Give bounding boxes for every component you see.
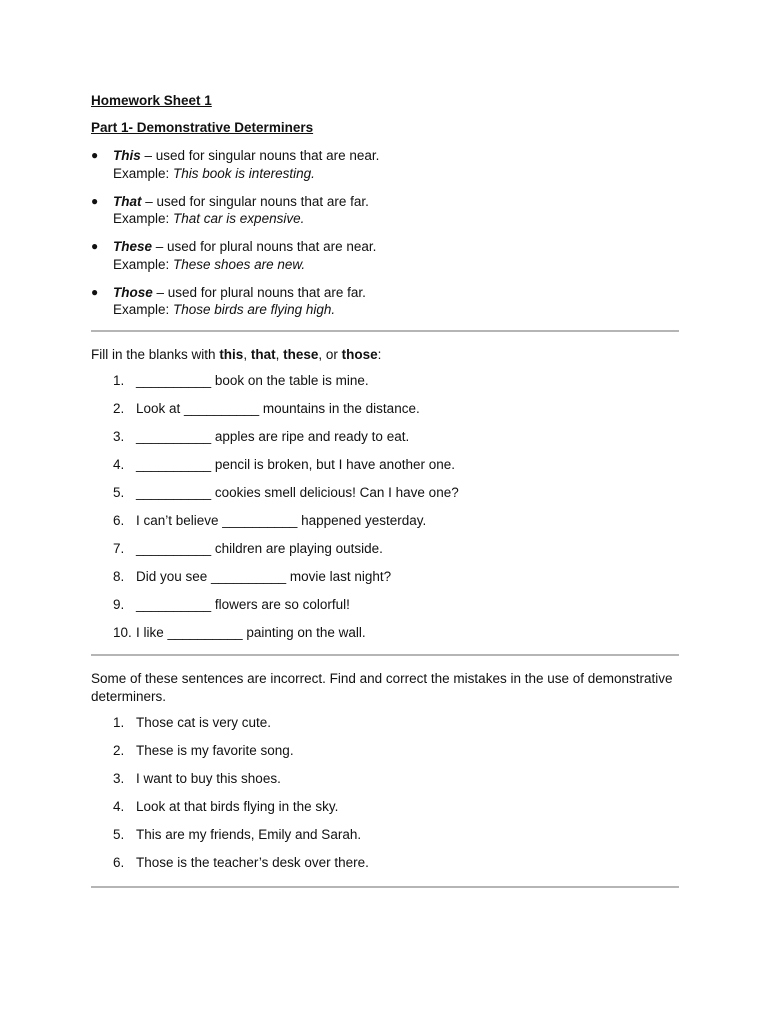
fill-blanks-list [91, 372, 679, 642]
item-number: 5. [113, 827, 125, 842]
list-item [91, 540, 679, 558]
example-label: Example: [113, 165, 174, 181]
item-text: __________ pencil is broken, but I have another one. [136, 457, 455, 472]
item-number: 6. [113, 513, 125, 528]
item-number: 1. [113, 715, 125, 730]
bullet-icon: ● [91, 193, 99, 208]
list-item [91, 854, 679, 872]
list-item [91, 770, 679, 788]
list-item [91, 798, 679, 816]
item-text: Those is the teacher’s desk over there. [136, 855, 369, 870]
item-text: Those cat is very cute. [136, 715, 272, 730]
bullet-icon: ● [91, 148, 99, 162]
sheet-title: Homework Sheet 1 [91, 93, 212, 108]
example-label: Example: [113, 211, 174, 226]
list-item [91, 372, 679, 390]
list-item [91, 624, 679, 642]
part-title: Part 1- Demonstrative Determiners [91, 120, 314, 135]
bullet-item [91, 147, 679, 182]
item-number: 5. [113, 485, 125, 500]
example-text: That car is expensive. [173, 211, 305, 226]
item-text: I can’t believe __________ happened yesterday. [136, 513, 427, 528]
bullet-icon: ● [91, 239, 99, 253]
section-divider [91, 654, 679, 656]
section-divider [91, 886, 679, 888]
item-number: 3. [113, 429, 125, 444]
item-text: I want to buy this shoes. [136, 771, 281, 786]
item-text: I like __________ painting on the wall. [136, 625, 366, 640]
list-item [91, 568, 679, 586]
item-number: 2. [113, 743, 125, 758]
item-number: 3. [113, 771, 125, 786]
item-number: 2. [113, 401, 125, 416]
list-item [91, 428, 679, 446]
bullet-item [91, 193, 679, 228]
example-text: Those birds are flying high. [173, 302, 336, 317]
bullet-term: Those [113, 284, 153, 300]
list-item [91, 826, 679, 844]
list-item [91, 714, 679, 732]
item-text: Did you see __________ movie last night? [136, 569, 392, 584]
item-number: 4. [113, 799, 125, 814]
bullet-desc: – used for plural nouns that are near. [152, 239, 377, 254]
bullet-desc: – used for plural nouns that are far. [152, 284, 366, 300]
bullet-desc: – used for singular nouns that are far. [141, 193, 369, 209]
bullet-icon: ● [91, 284, 99, 299]
list-item [91, 512, 679, 530]
item-text: __________ flowers are so colorful! [136, 597, 350, 612]
example-text: This book is interesting. [173, 165, 315, 181]
corrections-list [91, 714, 679, 872]
example-text: These shoes are new. [173, 256, 306, 272]
fill-blanks-instruction: Fill in the blanks with this, that, these, or those: [91, 346, 382, 362]
worksheet-page [91, 92, 679, 888]
list-item [91, 742, 679, 760]
list-item [91, 456, 679, 474]
item-number: 9. [113, 597, 125, 612]
item-text: This are my friends, Emily and Sarah. [136, 827, 362, 842]
bullet-item [91, 284, 679, 319]
item-number: 8. [113, 569, 125, 584]
item-text: Look at that birds flying in the sky. [136, 799, 339, 814]
corrections-instruction: Some of these sentences are incorrect. Find and correct the mistakes in the use of demonstrative determiners. [91, 671, 673, 704]
item-number: 7. [113, 541, 125, 556]
bullet-term: That [113, 193, 142, 209]
bullet-term: These [113, 239, 153, 254]
item-number: 4. [113, 457, 125, 472]
bullet-term: This [113, 148, 141, 163]
example-label: Example: [113, 302, 174, 317]
item-text: __________ apples are ripe and ready to eat. [136, 429, 410, 444]
item-number: 1. [113, 373, 125, 388]
item-text: Look at __________ mountains in the distance. [136, 401, 420, 416]
item-number: 6. [113, 855, 125, 870]
item-number: 10. [113, 625, 132, 640]
example-label: Example: [113, 256, 174, 272]
item-text: __________ children are playing outside. [136, 541, 383, 556]
determiner-list [91, 147, 679, 319]
list-item [91, 484, 679, 502]
item-text: __________ cookies smell delicious! Can I have one? [136, 485, 459, 500]
item-text: __________ book on the table is mine. [136, 373, 369, 388]
item-text: These is my favorite song. [136, 743, 294, 758]
section-divider [91, 330, 679, 332]
bullet-item [91, 238, 679, 273]
list-item [91, 596, 679, 614]
list-item [91, 400, 679, 418]
bullet-desc: – used for singular nouns that are near. [140, 148, 380, 163]
